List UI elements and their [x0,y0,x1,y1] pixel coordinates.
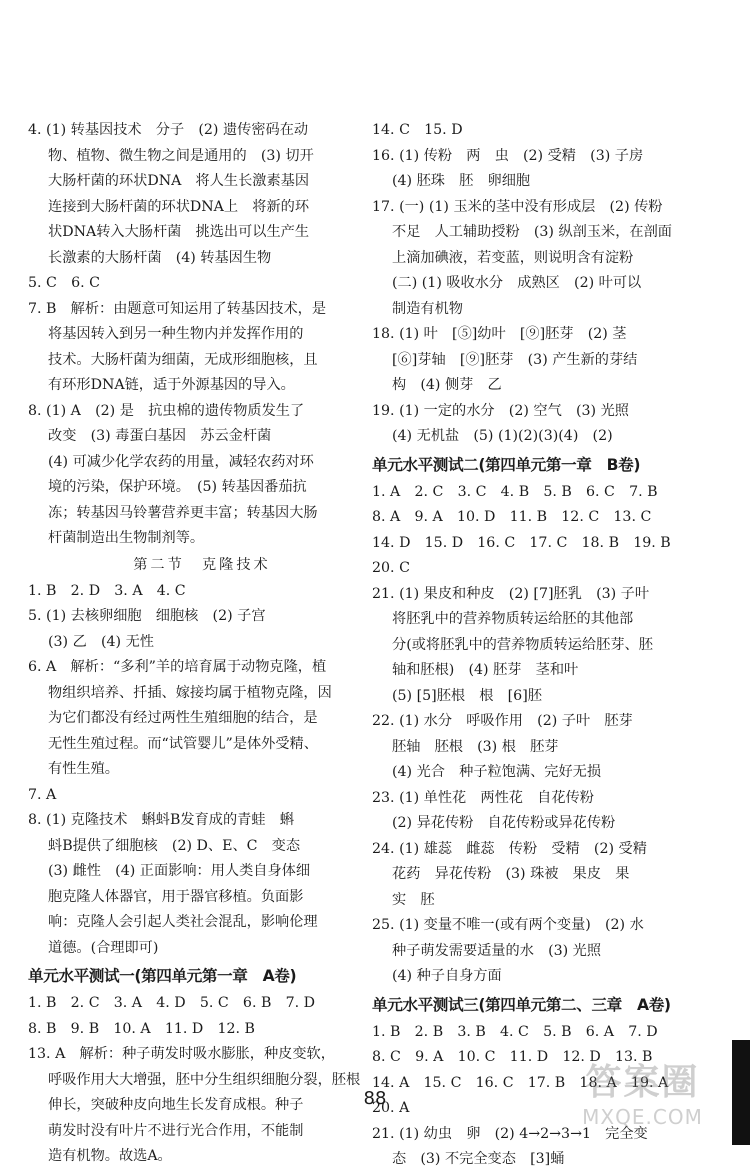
answer-line: (4) 种子自身方面 [392,968,502,984]
answer-line: 胞克隆人体器官，用于器官移植。负面影 [48,888,304,905]
watermark-logo [555,1061,730,1141]
answer-line: 21. (1) 果皮和种皮 (2) [7]胚乳 (3) 子叶 [372,585,650,602]
answer-line: 造有机物。故选A。 [48,1148,172,1164]
answer-line: 物、植物、微生物之间是通用的 (3) 切开 [48,147,314,164]
answer-line: 杆菌制造出生物制剂等。 [48,530,205,546]
answer-line: 20. C [372,560,410,576]
answer-line: 蚪B提供了细胞核 (2) D、E、C 变态 [48,837,301,854]
answer-line: 大肠杆菌的环状DNA 将人生长激素基因 [48,173,310,189]
answer-line: 22. (1) 水分 呼吸作用 (2) 子叶 胚芽 [372,713,633,729]
answer-line: 构 (4) 侧芽 乙 [392,377,502,393]
answer-line: (4) 可减少化学农药的用量，减轻农药对环 [48,453,314,470]
answer-line: 制造有机物 [392,300,463,317]
answer-line: 将基因转入到另一种生物内并发挥作用的 [48,326,304,342]
answer-line: 1. A 2. C 3. C 4. B 5. B 6. C 7. B [372,483,658,500]
section-heading: 单元水平测试二(第四单元第一章 B卷) [372,455,641,474]
answer-line: 6. A 解析：“多利”羊的培育属于动物克隆，植 [28,659,327,675]
answer-line: 14. C 15. D [372,122,463,138]
answer-line: 伸长，突破种皮向地生长发育成根。种子 [48,1097,304,1113]
answer-line: 改变 (3) 毒蛋白基因 苏云金杆菌 [48,428,272,444]
answer-line: (二) (1) 吸收水分 成熟区 (2) 叶可以 [392,275,642,291]
answer-line: 1. B 2. C 3. A 4. D 5. C 6. B 7. D [28,995,316,1011]
answer-line: 8. B 9. B 10. A 11. D 12. B [28,1020,255,1037]
answer-line: 14. D 15. D 16. C 17. C 18. B 19. B [372,534,671,551]
answer-line: (4) 胚珠 胚 卵细胞 [392,173,531,189]
answer-column-left [28,118,376,1170]
section-heading: 单元水平测试一(第四单元第一章 A卷) [28,967,297,985]
answer-line: 状DNA转入大肠杆菌 挑选出可以生产生 [48,224,310,240]
answer-line: 上滴加碘液，若变蓝，则说明含有淀粉 [392,249,634,266]
answer-line: 分(或将胚乳中的营养物质转运给胚芽、胚 [392,636,653,653]
answer-line: 16. (1) 传粉 两 虫 (2) 受精 (3) 子房 [372,147,644,164]
subsection-title: 第二节 克隆技术 [133,556,271,573]
answer-line: 连接到大肠杆菌的环状DNA上 将新的环 [48,198,310,215]
answer-line: 长激素的大肠杆菌 (4) 转基因生物 [48,249,272,266]
answer-line: 21. (1) 幼虫 卵 (2) 4→2→3→1 完全变 [372,1125,648,1142]
answer-line: 不足 人工辅助授粉 (3) 纵剖玉米，在剖面 [392,224,672,240]
answer-line: 无性生殖过程。而“试管婴儿”是体外受精、 [48,735,318,752]
answer-line: [⑥]芽轴 [⑨]胚芽 (3) 产生新的芽结 [392,351,638,368]
answer-line: 境的污染，保护环境。 (5) 转基因番茄抗 [48,479,307,495]
answer-line: (5) [5]胚根 根 [6]胚 [392,687,542,704]
answer-line: 7. A [28,786,57,803]
answer-line: 8. (1) 克隆技术 蝌蚪B发育成的青蛙 蝌 [28,812,294,828]
answer-line: (4) 光合 种子粒饱满、完好无损 [392,764,602,780]
page-edge-shadow [732,1040,750,1145]
answer-line: 8. A 9. A 10. D 11. B 12. C 13. C [372,509,652,525]
answer-line: 8. (1) A (2) 是 抗虫棉的遗传物质发生了 [28,402,305,419]
answer-line: 为它们都没有经过两性生殖细胞的结合，是 [48,710,318,726]
answer-line: 胚轴 胚根 (3) 根 胚芽 [392,738,559,755]
answer-line: 7. B 解析：由题意可知运用了转基因技术，是 [28,300,327,317]
answer-line: 呼吸作用大大增强，胚中分生组织细胞分裂，胚根 [48,1071,361,1088]
answer-line: 冻；转基因马铃薯营养更丰富；转基因大肠 [48,504,318,521]
answer-line: 种子萌发需要适量的水 (3) 光照 [392,942,602,959]
watermark-text-bottom: MXQE.COM [582,1105,703,1129]
answer-line: 5. C 6. C [28,275,100,291]
answer-line: 花药 异花传粉 (3) 珠被 果皮 果 [392,866,630,882]
section-heading: 单元水平测试三(第四单元第二、三章 A卷) [372,995,671,1014]
answer-line: 1. B 2. D 3. A 4. C [28,582,186,599]
answer-line: 响：克隆人会引起人类社会混乱，影响伦理 [48,914,318,930]
watermark-text-top: 答案圈 [585,1062,700,1103]
answer-line: 道德。(合理即可) [48,939,159,956]
answer-line: 轴和胚根) (4) 胚芽 茎和叶 [392,662,579,678]
answer-line: 萌发时没有叶片不进行光合作用，不能制 [48,1122,304,1139]
answer-line: 1. B 2. B 3. B 4. C 5. B 6. A 7. D [372,1023,658,1040]
answer-line: 态 (3) 不完全变态 [3]蛹 [392,1151,565,1167]
answer-line: 17. (一) (1) 玉米的茎中没有形成层 (2) 传粉 [372,198,663,215]
answer-line: 有环形DNA链，适于外源基因的导入。 [48,377,295,393]
answer-line: 实 胚 [392,891,435,908]
answer-line: 物组织培养、扦插、嫁接均属于植物克隆，因 [48,684,332,701]
answer-line: 技术。大肠杆菌为细菌，无成形细胞核，且 [48,351,318,368]
page-number: 88 [363,1088,387,1109]
answer-line: 19. (1) 一定的水分 (2) 空气 (3) 光照 [372,402,629,419]
answer-line: 4. (1) 转基因技术 分子 (2) 遗传密码在动 [28,122,309,138]
answer-line: (3) 乙 (4) 无性 [48,633,154,650]
answer-line: (4) 无机盐 (5) (1)(2)(3)(4) (2) [392,428,613,444]
answer-line: (2) 异花传粉 自花传粉或异花传粉 [392,815,616,831]
answer-line: 23. (1) 单性花 两性花 自花传粉 [372,789,594,806]
answer-line: 将胚乳中的营养物质转运给胚的其他部 [392,611,634,627]
answer-line: 有性生殖。 [48,761,119,777]
answer-line: 5. (1) 去核卵细胞 细胞核 (2) 子宫 [28,608,266,624]
answer-line: 18. (1) 叶 [⑤]幼叶 [⑨]胚芽 (2) 茎 [372,326,627,342]
answer-line: 14. A 15. C 16. C 17. B 18. A 19. A [372,1074,669,1091]
answer-line: 25. (1) 变量不唯一(或有两个变量) (2) 水 [372,917,644,933]
answer-line: 24. (1) 雄蕊 雌蕊 传粉 受精 (2) 受精 [372,840,647,857]
answer-line: 8. C 9. A 10. C 11. D 12. D 13. B [372,1049,653,1065]
answer-line: 13. A 解析：种子萌发时吸水膨胀，种皮变软， [28,1046,335,1062]
answer-line: 20. A [372,1100,410,1116]
answer-column-right [372,118,720,1173]
answer-line: (3) 雌性 (4) 正面影响：用人类自身体细 [48,863,311,879]
